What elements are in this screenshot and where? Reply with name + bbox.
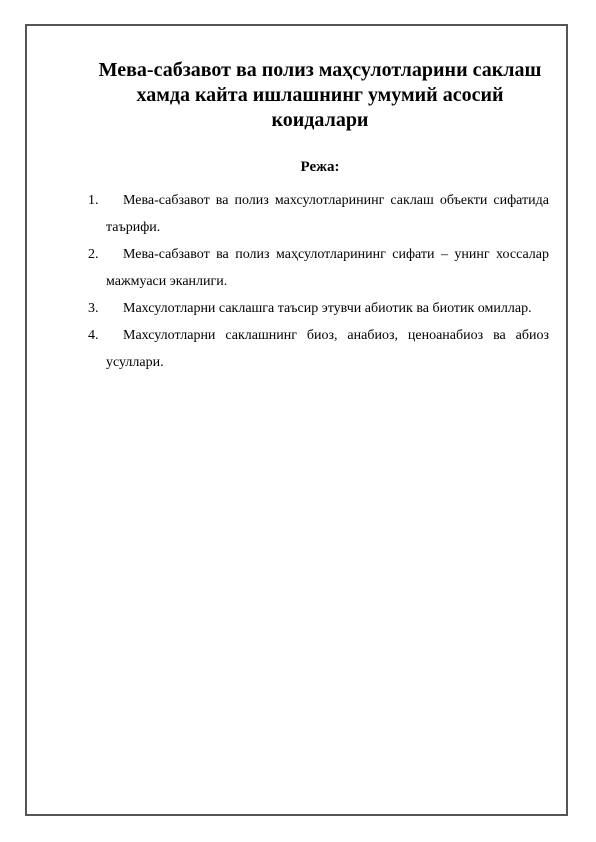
plan-item-text <box>106 295 549 322</box>
plan-item-number: 4. <box>88 328 99 343</box>
plan-list <box>88 187 549 376</box>
plan-item-1 <box>88 187 549 241</box>
plan-item-number: 2. <box>88 247 99 262</box>
plan-item-3 <box>88 295 549 322</box>
plan-item-text-content: Мева-сабзавот ва полиз маҳсулотларининг сифати – унинг хоссалар мажмуаси эканлиги. <box>106 247 549 289</box>
plan-item-text <box>106 322 549 376</box>
plan-item-text-content: Махсулотларни саклашга таъсир этувчи абиотик ва биотик омиллар. <box>123 301 532 316</box>
plan-item-number: 3. <box>88 301 99 316</box>
plan-item-text-content: Мева-сабзавот ва полиз махсулотларининг саклаш объекти сифатида таърифи. <box>106 193 549 235</box>
plan-item-text-content: Махсулотларни саклашнинг биоз, анабиоз, ценоанабиоз ва абиоз усуллари. <box>106 328 549 370</box>
plan-item-4 <box>88 322 549 376</box>
document-title: Мева-сабзавот ва полиз маҳсулотларини саклаш хамда кайта ишлашнинг умумий асосий коидалари <box>98 59 542 131</box>
plan-heading: Режа: <box>300 159 340 175</box>
plan-item-number: 1. <box>88 193 99 208</box>
plan-item-text <box>106 187 549 241</box>
plan-item-text <box>106 241 549 295</box>
page-border <box>25 24 568 816</box>
plan-item-2 <box>88 241 549 295</box>
